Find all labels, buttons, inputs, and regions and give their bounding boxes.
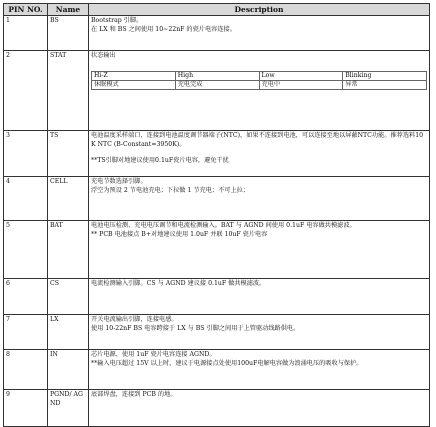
pin-number-cell: 2 bbox=[4, 51, 48, 131]
pin-number-cell: 5 bbox=[4, 221, 48, 279]
pin-number-cell: 8 bbox=[4, 350, 48, 390]
stat-level-cell: High bbox=[175, 71, 259, 80]
description-line: ** PCB 电池接点 B+对地建议使用 1.0uF 并联 10uF 瓷片电容 bbox=[91, 230, 268, 238]
pin-description-cell bbox=[89, 221, 430, 279]
description-line: 充电节数选择引脚。 bbox=[91, 178, 147, 185]
table-row bbox=[4, 16, 430, 51]
stat-mode-row bbox=[92, 80, 427, 89]
table-row bbox=[4, 279, 430, 315]
description-line: Bootstrap 引脚。 bbox=[91, 17, 143, 24]
pin-description-cell bbox=[89, 131, 430, 177]
description-line: 电池温度采样端口，连接到电池温度调节器端子(NTC)，如果不连接到电池，可以连接至地以屏蔽NTC功能。推荐选料10K NTC (B-Constant=3950K)。 bbox=[91, 132, 424, 148]
pin-name-cell: CELL bbox=[48, 177, 89, 221]
table-row bbox=[4, 350, 430, 390]
description-line: **输入电压超过 15V 以上时，建议于电源接点处使用100uF电解电容做为浪涌电压的吸收与保护。 bbox=[91, 359, 363, 367]
header-pin-no: PIN NO. bbox=[4, 4, 48, 16]
pin-number-cell: 3 bbox=[4, 131, 48, 177]
description-line: 状态输出 bbox=[91, 52, 116, 59]
pin-description-cell bbox=[89, 390, 430, 427]
description-spacer bbox=[91, 149, 427, 157]
pin-description-table bbox=[3, 3, 430, 427]
pin-number-cell: 7 bbox=[4, 315, 48, 350]
pin-name-cell: STAT bbox=[48, 51, 89, 131]
description-line: 使用 10-22nF BS 电容跨接于 LX 与 BS 引脚之间用于上管驱动线路供电。 bbox=[91, 324, 300, 332]
pin-name-cell: PGND/ AGND bbox=[48, 390, 89, 427]
description-line: 电流检测输入引脚。CS 与 AGND 建议接 0.1uF 做共模滤波。 bbox=[91, 280, 266, 287]
pin-name-cell: TS bbox=[48, 131, 89, 177]
table-row bbox=[4, 390, 430, 427]
pin-name-cell: BS bbox=[48, 16, 89, 51]
pin-description-cell bbox=[89, 315, 430, 350]
table-header-row bbox=[4, 4, 430, 16]
description-line: 浮空为预设 2 节电池充电；下拉做 1 节充电；不可上拉； bbox=[91, 186, 250, 194]
header-description: Description bbox=[89, 4, 430, 16]
pin-number-cell: 4 bbox=[4, 177, 48, 221]
table-row bbox=[4, 131, 430, 177]
stat-mode-cell: 休眠模式 bbox=[92, 80, 176, 89]
stat-mode-cell: 充电中 bbox=[259, 80, 343, 89]
description-line: 开关电流输出引脚，连接电感。 bbox=[91, 316, 178, 323]
description-line: **TS引脚对地建议使用0.1uF瓷片电容，避免干扰 bbox=[91, 157, 229, 165]
pin-number-cell: 9 bbox=[4, 390, 48, 427]
stat-level-row bbox=[92, 71, 427, 80]
pin-description-cell bbox=[89, 350, 430, 390]
stat-state-table bbox=[91, 71, 427, 90]
pin-name-cell: BAT bbox=[48, 221, 89, 279]
table-row bbox=[4, 177, 430, 221]
description-line: 底部焊盘，连接到 PCB 的地。 bbox=[91, 391, 177, 398]
header-name: Name bbox=[48, 4, 89, 16]
stat-mode-cell: 充电完成 bbox=[175, 80, 259, 89]
table-row bbox=[4, 221, 430, 279]
pin-number-cell: 1 bbox=[4, 16, 48, 51]
pin-table-page bbox=[3, 3, 430, 427]
stat-mode-cell: 异常 bbox=[343, 80, 427, 89]
description-line: 芯片电源，使用 1uF 瓷片电容连接 AGND。 bbox=[91, 351, 216, 358]
description-line: 在 LX 和 BS 之间使用 10~22nF 的瓷片电容连接。 bbox=[91, 25, 236, 33]
pin-description-cell bbox=[89, 16, 430, 51]
pin-description-cell bbox=[89, 279, 430, 315]
table-row bbox=[4, 51, 430, 131]
stat-level-cell: Low bbox=[259, 71, 343, 80]
pin-description-cell bbox=[89, 177, 430, 221]
pin-name-cell: LX bbox=[48, 315, 89, 350]
stat-level-cell: Hi-Z bbox=[92, 71, 176, 80]
description-spacer bbox=[91, 61, 427, 69]
pin-name-cell: CS bbox=[48, 279, 89, 315]
table-row bbox=[4, 315, 430, 350]
stat-level-cell: Blinking bbox=[343, 71, 427, 80]
description-line: 电池电压检测、充电电压调节和电流检测输入。BAT 与 AGND 间使用 0.1uF 电容做共模滤波。 bbox=[91, 222, 356, 229]
pin-description-cell bbox=[89, 51, 430, 131]
pin-name-cell: IN bbox=[48, 350, 89, 390]
pin-number-cell: 6 bbox=[4, 279, 48, 315]
